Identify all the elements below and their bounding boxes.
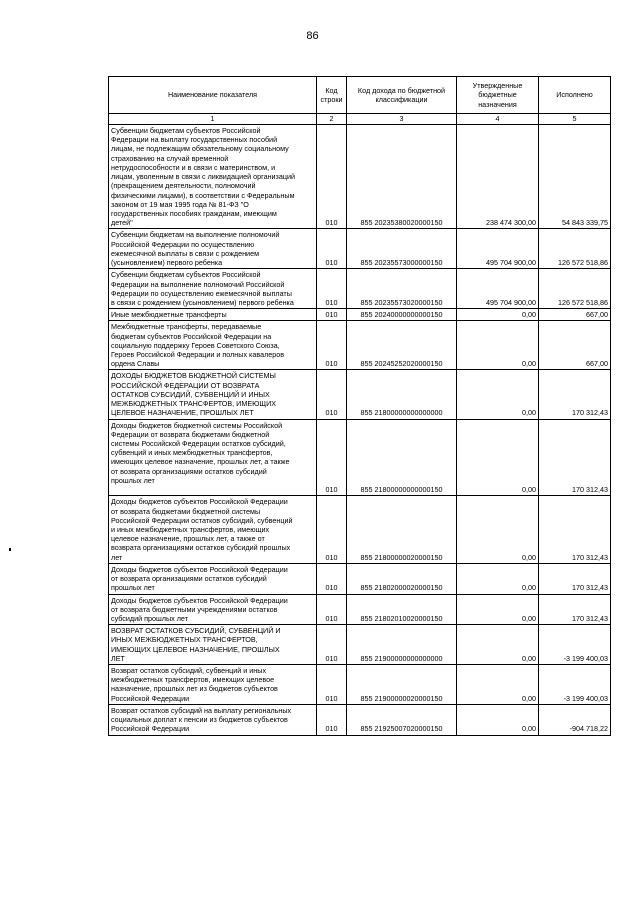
approved-amount: 0,00 [457, 419, 539, 496]
budget-report-table [108, 76, 611, 736]
indicator-name: Субвенции бюджетам на выполнение полномочий Российской Федерации по осуществлению ежемесячной выплаты в связи с рождением (усыновлением) первого ребенка [109, 229, 317, 269]
indicator-name: Доходы бюджетов субъектов Российской Федерации от возврата организациями остатков субсидий прошлых лет [109, 563, 317, 594]
table-row [109, 125, 611, 229]
table-row [109, 563, 611, 594]
line-code: 010 [317, 269, 347, 309]
executed-amount: 170 312,43 [539, 370, 611, 419]
approved-amount: 0,00 [457, 321, 539, 370]
approved-amount: 495 704 900,00 [457, 269, 539, 309]
table-row [109, 321, 611, 370]
indicator-name: ВОЗВРАТ ОСТАТКОВ СУБСИДИЙ, СУБВЕНЦИЙ И ИНЫХ МЕЖБЮДЖЕТНЫХ ТРАНСФЕРТОВ, ИМЕЮЩИХ ЦЕЛЕВОЕ НАЗНАЧЕНИЕ, ПРОШЛЫХ ЛЕТ [109, 625, 317, 665]
budget-code: 855 20235380020000150 [347, 125, 457, 229]
header-row [109, 77, 611, 114]
executed-amount: 170 312,43 [539, 563, 611, 594]
table-row [109, 309, 611, 321]
budget-code: 855 21802000020000150 [347, 563, 457, 594]
budget-code: 855 20240000000000150 [347, 309, 457, 321]
indicator-name: Субвенции бюджетам субъектов Российской Федерации на выплату государственных пособий лицам, не подлежащим обязательному социальному страхованию на случай временной нетрудоспособности и в связи с материнством, и лицам, уволенным в связи с ликвидацией организаций (прекращением деятельности, полномочий физическими лицами), в соответствии с Федеральным законом от 19 мая 1995 года № 81-ФЗ "О государственных пособиях гражданам, имеющим детей" [109, 125, 317, 229]
header-approved: Утвержденные бюджетные назначения [457, 77, 539, 114]
approved-amount: 0,00 [457, 496, 539, 564]
budget-code: 855 20235573020000150 [347, 269, 457, 309]
approved-amount: 0,00 [457, 665, 539, 705]
header-executed: Исполнено [539, 77, 611, 114]
approved-amount: 0,00 [457, 625, 539, 665]
budget-code: 855 21802010020000150 [347, 594, 457, 625]
approved-amount: 0,00 [457, 704, 539, 735]
line-code: 010 [317, 370, 347, 419]
column-number-row [109, 114, 611, 125]
column-number: 2 [317, 114, 347, 125]
executed-amount: 126 572 518,86 [539, 229, 611, 269]
line-code: 010 [317, 229, 347, 269]
column-number: 1 [109, 114, 317, 125]
column-number: 4 [457, 114, 539, 125]
line-code: 010 [317, 625, 347, 665]
approved-amount: 0,00 [457, 309, 539, 321]
table-row [109, 370, 611, 419]
column-number: 5 [539, 114, 611, 125]
budget-code: 855 21800000000000000 [347, 370, 457, 419]
line-code: 010 [317, 309, 347, 321]
page-number: 86 [306, 30, 319, 42]
indicator-name: Доходы бюджетов бюджетной системы Российской Федерации от возврата бюджетами бюджетной системы Российской Федерации остатков субсидий, субвенций и иных межбюджетных трансфертов, имеющих целевое назначение, прошлых лет, а также от возврата организациями остатков субсидий прошлых лет [109, 419, 317, 496]
table-row [109, 665, 611, 705]
budget-code: 855 21900000000000000 [347, 625, 457, 665]
executed-amount: -3 199 400,03 [539, 665, 611, 705]
table-row [109, 269, 611, 309]
approved-amount: 0,00 [457, 594, 539, 625]
budget-code: 855 20235573000000150 [347, 229, 457, 269]
executed-amount: -904 718,22 [539, 704, 611, 735]
column-number: 3 [347, 114, 457, 125]
indicator-name: ДОХОДЫ БЮДЖЕТОВ БЮДЖЕТНОЙ СИСТЕМЫ РОССИЙСКОЙ ФЕДЕРАЦИИ ОТ ВОЗВРАТА ОСТАТКОВ СУБСИДИЙ, СУБВЕНЦИЙ И ИНЫХ МЕЖБЮДЖЕТНЫХ ТРАНСФЕРТОВ, ИМЕЮЩИХ ЦЕЛЕВОЕ НАЗНАЧЕНИЕ, ПРОШЛЫХ ЛЕТ [109, 370, 317, 419]
indicator-name: Доходы бюджетов субъектов Российской Федерации от возврата бюджетами бюджетной системы Российской Федерации остатков субсидий, субвенций и иных межбюджетных трансфертов, имеющих целевое назначение, прошлых лет, а также от возврата организациями остатков субсидий прошлых лет [109, 496, 317, 564]
stray-mark [9, 548, 11, 551]
line-code: 010 [317, 496, 347, 564]
header-line-code: Код строки [317, 77, 347, 114]
table-row [109, 229, 611, 269]
line-code: 010 [317, 594, 347, 625]
approved-amount: 495 704 900,00 [457, 229, 539, 269]
approved-amount: 238 474 300,00 [457, 125, 539, 229]
table-row [109, 496, 611, 564]
line-code: 010 [317, 704, 347, 735]
table-row [109, 419, 611, 496]
table-row [109, 625, 611, 665]
executed-amount: 667,00 [539, 321, 611, 370]
executed-amount: -3 199 400,03 [539, 625, 611, 665]
executed-amount: 170 312,43 [539, 594, 611, 625]
header-name: Наименование показателя [109, 77, 317, 114]
table-row [109, 594, 611, 625]
indicator-name: Возврат остатков субсидий на выплату региональных социальных доплат к пенсии из бюджетов субъектов Российской Федерации [109, 704, 317, 735]
table-row [109, 704, 611, 735]
header-budget-code: Код дохода по бюджетной классификации [347, 77, 457, 114]
indicator-name: Межбюджетные трансферты, передаваемые бюджетам субъектов Российской Федерации на социальную поддержку Героев Советского Союза, Героев Российской Федерации и полных кавалеров ордена Славы [109, 321, 317, 370]
executed-amount: 170 312,43 [539, 419, 611, 496]
budget-code: 855 20245252020000150 [347, 321, 457, 370]
line-code: 010 [317, 665, 347, 705]
line-code: 010 [317, 563, 347, 594]
line-code: 010 [317, 419, 347, 496]
indicator-name: Доходы бюджетов субъектов Российской Федерации от возврата бюджетными учреждениями остатков субсидий прошлых лет [109, 594, 317, 625]
approved-amount: 0,00 [457, 563, 539, 594]
indicator-name: Субвенции бюджетам субъектов Российской Федерации на выполнение полномочий Российской Федерации по осуществлению ежемесячной выплаты в связи с рождением (усыновлением) первого ребенка [109, 269, 317, 309]
executed-amount: 667,00 [539, 309, 611, 321]
budget-code: 855 21925007020000150 [347, 704, 457, 735]
indicator-name: Иные межбюджетные трансферты [109, 309, 317, 321]
budget-code: 855 21800000000000150 [347, 419, 457, 496]
line-code: 010 [317, 321, 347, 370]
budget-code: 855 21800000020000150 [347, 496, 457, 564]
indicator-name: Возврат остатков субсидий, субвенций и иных межбюджетных трансфертов, имеющих целевое назначение, прошлых лет из бюджетов субъектов Российской Федерации [109, 665, 317, 705]
approved-amount: 0,00 [457, 370, 539, 419]
executed-amount: 54 843 339,75 [539, 125, 611, 229]
executed-amount: 126 572 518,86 [539, 269, 611, 309]
executed-amount: 170 312,43 [539, 496, 611, 564]
budget-code: 855 21900000020000150 [347, 665, 457, 705]
line-code: 010 [317, 125, 347, 229]
